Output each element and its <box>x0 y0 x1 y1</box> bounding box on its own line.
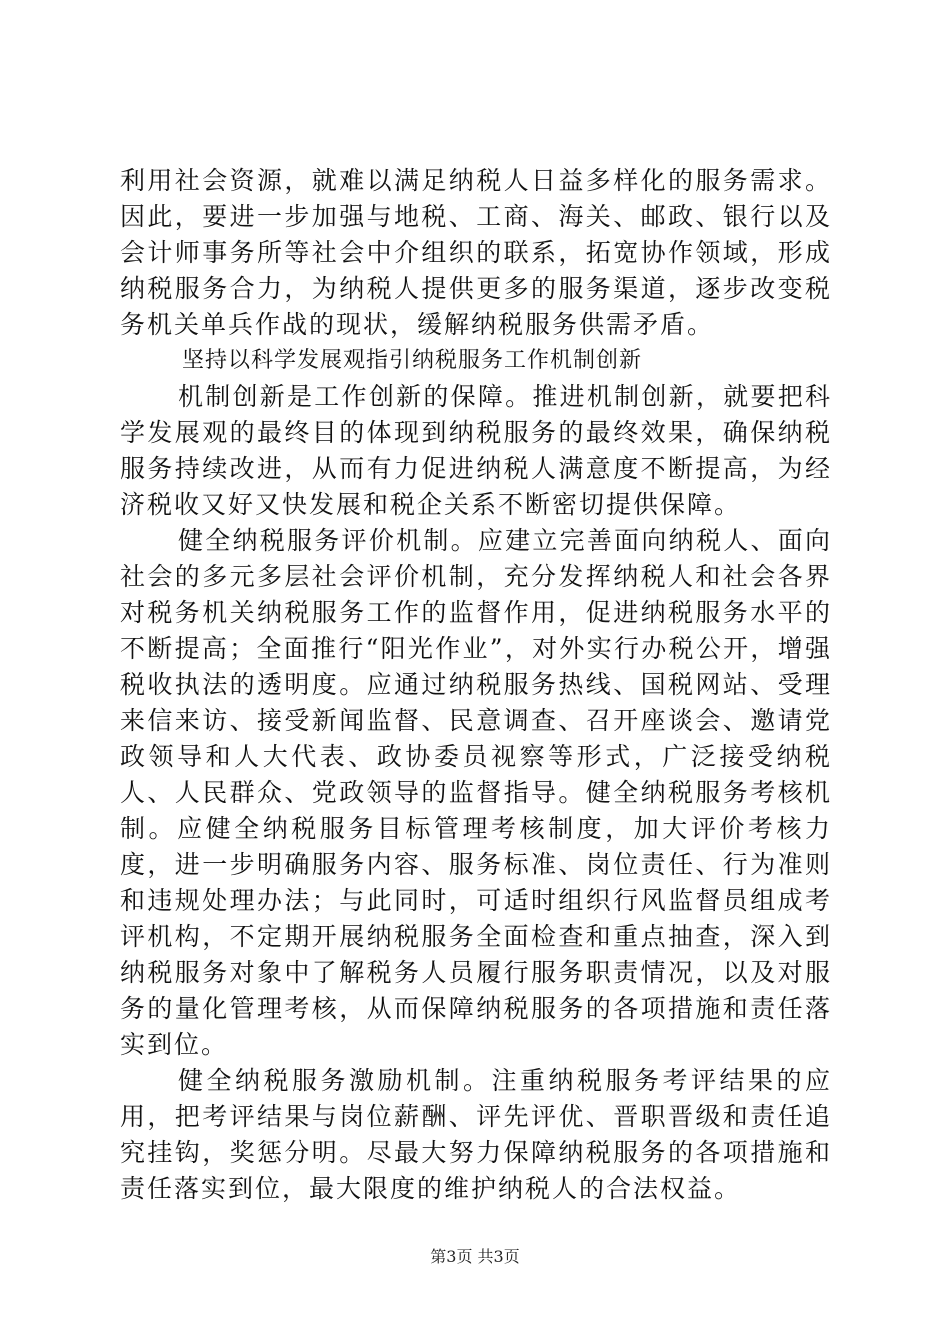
section-heading: 坚持以科学发展观指引纳税服务工作机制创新 <box>182 348 643 373</box>
document-body <box>120 163 832 1207</box>
paragraph-mechanism-innovation: 机制创新是工作创新的保障。推进机制创新，就要把科学发展观的最终目的体现到纳税服务的最终效果，确保纳税服务持续改进，从而有力促进纳税人满意度不断提高，为经济税收又好又快发展和税企关系不断密切提供保障。 <box>120 382 832 519</box>
paragraph-incentive-mechanism: 健全纳税服务激励机制。注重纳税服务考评结果的应用，把考评结果与岗位薪酬、评先评优、晋职晋级和责任追究挂钩，奖惩分明。尽最大努力保障纳税服务的各项措施和责任落实到位，最大限度的维护纳税人的合法权益。 <box>120 1066 832 1203</box>
paragraph-continuation: 利用社会资源，就难以满足纳税人日益多样化的服务需求。因此，要进一步加强与地税、工商、海关、邮政、银行以及会计师事务所等社会中介组织的联系，拓宽协作领域，形成纳税服务合力，为纳税人提供更多的服务渠道，逐步改变税务机关单兵作战的现状，缓解纳税服务供需矛盾。 <box>120 166 832 339</box>
paragraph-evaluation-mechanism: 健全纳税服务评价机制。应建立完善面向纳税人、面向社会的多元多层社会评价机制，充分发挥纳税人和社会各界对税务机关纳税服务工作的监督作用，促进纳税服务水平的不断提高；全面推行“阳光作业”，对外实行办税公开，增强税收执法的透明度。应通过纳税服务热线、国税网站、受理来信来访、接受新闻监督、民意调查、召开座谈会、邀请党政领导和人大代表、政协委员视察等形式，广泛接受纳税人、人民群众、党政领导的监督指导。健全纳税服务考核机制。应健全纳税服务目标管理考核制度，加大评价考核力度，进一步明确服务内容、服务标准、岗位责任、行为准则和违规处理办法；与此同时，可适时组织行风监督员组成考评机构，不定期开展纳税服务全面检查和重点抽查，深入到纳税服务对象中了解税务人员履行服务职责情况，以及对服务的量化管理考核，从而保障纳税服务的各项措施和责任落实到位。 <box>120 526 832 1059</box>
page-footer: 第3页 共3页 <box>430 1247 520 1266</box>
